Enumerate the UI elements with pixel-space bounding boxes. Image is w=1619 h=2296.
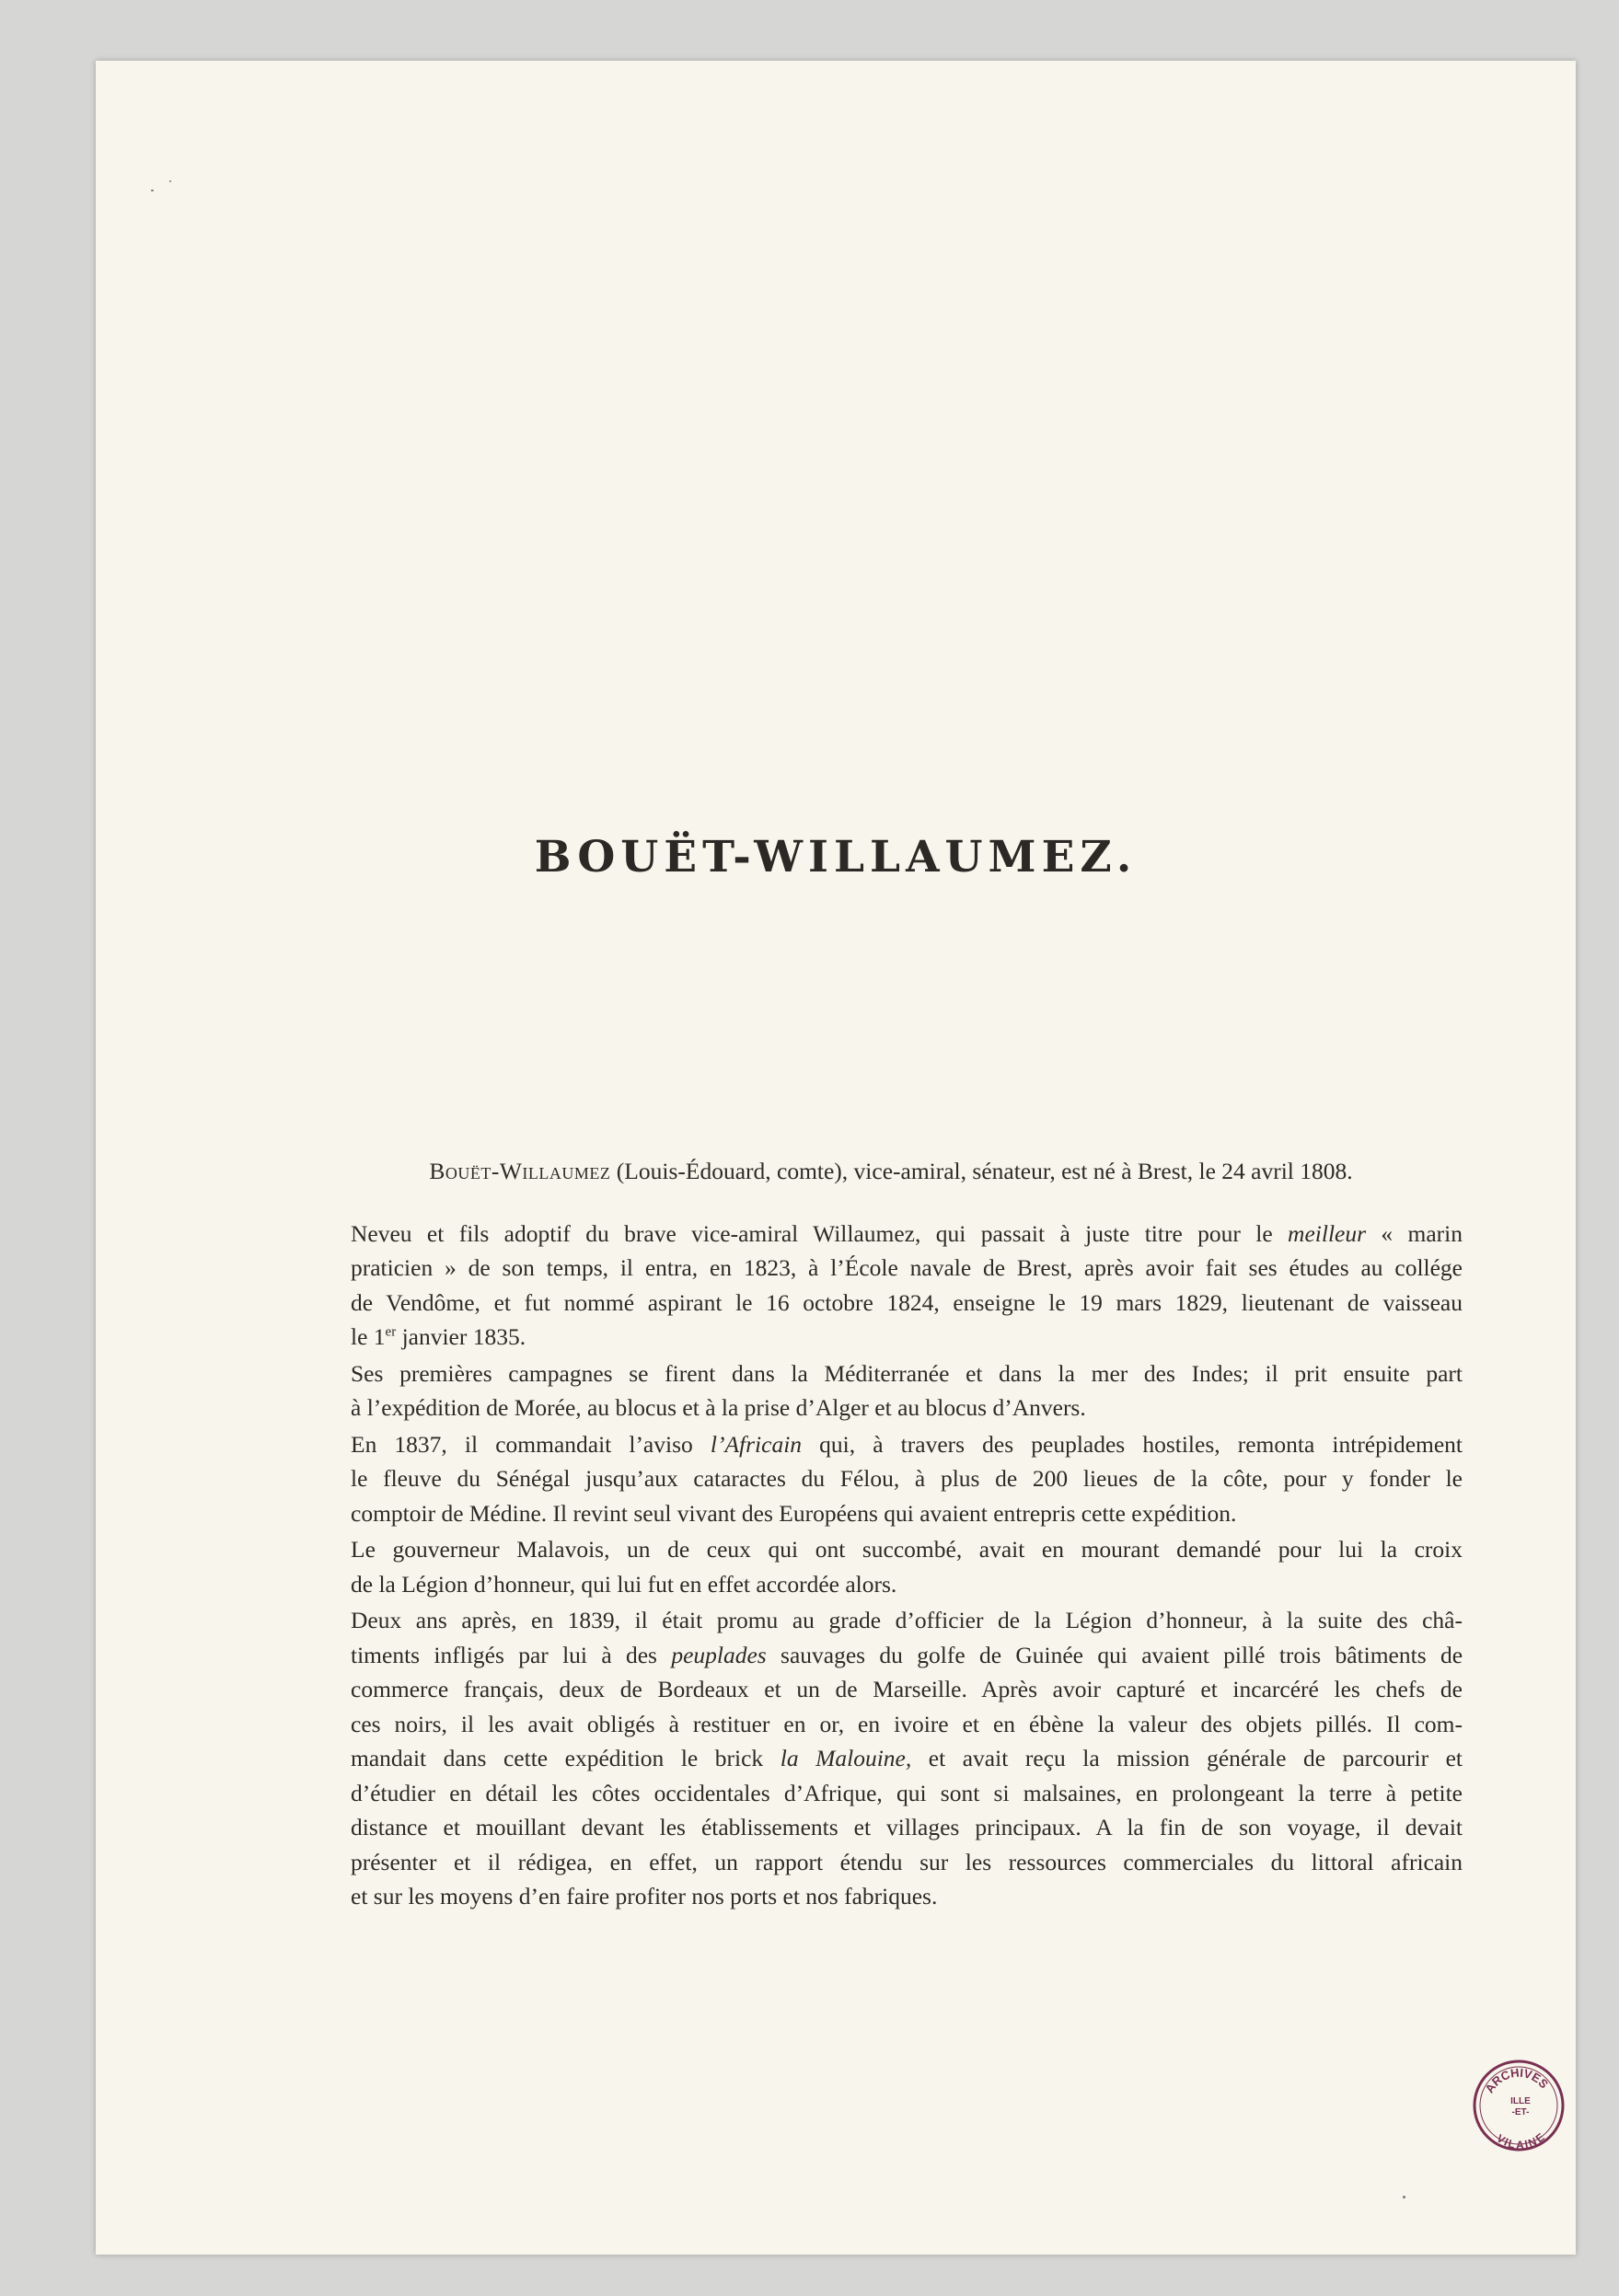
text-segment: En 1837, il commandait l’aviso	[351, 1430, 693, 1458]
text-line: présenter et il rédigea, en effet, un rapport étendu sur les ressources commerciales du littoral africain	[351, 1848, 1463, 1875]
text-line	[319, 1638, 1463, 1673]
text-line: Deux ans après, en 1839, il était promu au grade d’officier de la Légion d’honneur, à la suite des châ-	[351, 1607, 1463, 1633]
intro-line	[319, 1154, 1463, 1189]
paragraph-2	[319, 1356, 1463, 1425]
text-segment: « marin	[1381, 1219, 1463, 1247]
text-line: ces noirs, il les avait obligés à restituer en or, en ivoire et en ébène la valeur des objets pillés. Il com-	[351, 1710, 1463, 1737]
biography-text	[319, 1154, 1463, 1914]
stamp-text-mid2: -ET-	[1511, 2107, 1530, 2117]
subject-details: (Louis-Édouard, comte), vice-amiral, sénateur, est né à Brest, le 24 avril 1808.	[616, 1158, 1353, 1184]
paper-speck	[1403, 2196, 1405, 2198]
text-segment: le 1	[351, 1323, 386, 1350]
superscript: er	[385, 1324, 397, 1340]
text-segment: sauvages du golfe de Guinée qui avaient pillé trois bâtiments de	[781, 1641, 1463, 1668]
paper-speck	[169, 180, 171, 182]
text-segment: mandait dans cette expédition le brick	[351, 1745, 764, 1771]
text-line: le fleuve du Sénégal jusqu’aux cataractes du Félou, à plus de 200 lieues de la côte, pour y fonder le	[351, 1465, 1463, 1492]
text-line: distance et mouillant devant les établissements et villages principaux. A la fin de son voyage, il devait	[351, 1814, 1463, 1840]
text-line: praticien » de son temps, il entra, en 1823, à l’École navale de Brest, après avoir fait ses études au collége	[351, 1254, 1463, 1281]
paragraph-4	[319, 1532, 1463, 1601]
text-line	[319, 1741, 1463, 1776]
text-segment: Neveu et fils adoptif du brave vice-amiral Willaumez, qui passait à juste titre pour le	[351, 1219, 1273, 1247]
text-line: de la Légion d’honneur, qui lui fut en effet accordée alors.	[351, 1570, 897, 1598]
paragraph-1	[319, 1217, 1463, 1355]
italic-text: la Malouine,	[780, 1745, 912, 1771]
text-line: à l’expédition de Morée, au blocus et à la prise d’Alger et au blocus d’Anvers.	[351, 1394, 1086, 1421]
text-line: Ses premières campagnes se firent dans la Méditerranée et dans la mer des Indes; il prit ensuite part	[351, 1359, 1463, 1387]
text-line	[319, 1427, 1463, 1462]
archives-stamp	[1471, 2058, 1567, 2153]
stamp-text-bottom: VILAINE	[1494, 2130, 1547, 2152]
text-line: de Vendôme, et fut nommé aspirant le 16 octobre 1824, enseigne le 19 mars 1829, lieutenant de vaisseau	[351, 1288, 1463, 1316]
text-line: Le gouverneur Malavois, un de ceux qui ont succombé, avait en mourant demandé pour lui la croix	[351, 1536, 1463, 1563]
stamp-text-top: ARCHIVES	[1482, 2065, 1552, 2096]
text-line: commerce français, deux de Bordeaux et un de Marseille. Après avoir capturé et incarcéré les chefs de	[351, 1676, 1463, 1702]
paper-speck	[151, 190, 154, 191]
text-segment: timents infligés par lui à des	[351, 1641, 657, 1668]
italic-text: peuplades	[671, 1641, 767, 1668]
page-title: BOUËT-WILLAUMEZ.	[534, 832, 1138, 883]
text-line: et sur les moyens d’en faire profiter nos ports et nos fabriques.	[351, 1883, 938, 1909]
text-line: comptoir de Médine. Il revint seul vivant des Européens qui avaient entrepris cette expédition.	[351, 1499, 1237, 1527]
document-page	[96, 61, 1576, 2255]
stamp-text-mid1: ILLE	[1510, 2096, 1531, 2106]
text-line	[319, 1320, 1463, 1355]
paragraph-5	[319, 1603, 1463, 1914]
text-line	[319, 1217, 1463, 1252]
italic-text: l’Africain	[710, 1430, 803, 1458]
text-segment: et avait reçu la mission générale de parcourir et	[928, 1745, 1463, 1771]
text-segment: janvier 1835.	[401, 1323, 526, 1350]
text-line: d’étudier en détail les côtes occidentales d’Afrique, qui sont si malsaines, en prolongeant la terre à petite	[351, 1779, 1463, 1806]
subject-name: Bouët-Willaumez	[429, 1158, 611, 1184]
italic-text: meilleur	[1288, 1219, 1367, 1247]
paragraph-3	[319, 1427, 1463, 1531]
text-segment: qui, à travers des peuplades hostiles, remonta intrépidement	[819, 1430, 1463, 1458]
